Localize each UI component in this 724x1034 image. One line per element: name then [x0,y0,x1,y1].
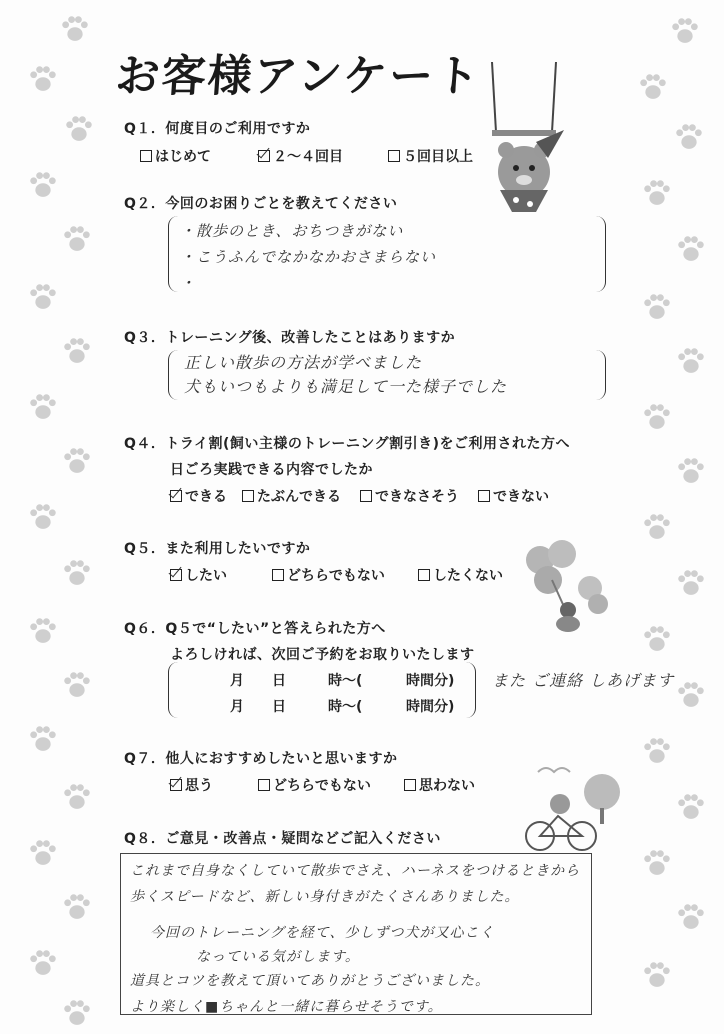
paw-print-icon [674,790,708,824]
checkbox-icon [404,779,416,791]
q8-comment-line-2: 歩くスピードなど、新しい身付きがたくさんありました。 [130,889,520,905]
paw-print-icon [640,400,674,434]
bicycle-bear-illustration [520,764,624,854]
paw-print-icon [58,12,92,46]
q1-option-2-4[interactable]: ２～４回目 [258,146,343,166]
question-1-label: Q１．何度目のご利用ですか [124,121,311,137]
q5-option-neutral[interactable]: どちらでもない [272,565,385,585]
q6-handwritten-note: また ご連絡 しあげます [492,671,675,690]
question-2-label: Q２．今回のお困りごとを教えてください [124,196,398,212]
q4-option-can[interactable]: できる [170,486,227,506]
q8-comment-line-1: これまで自身なくしていて散歩でさえ、ハーネスをつけるときから [130,863,581,879]
question-7-label: Q７．他人におすすめしたいと思いますか [124,751,398,767]
reservation-row-1-hours: 時間分) [406,673,455,689]
q3-answer-line-2: 犬もいつもよりも満足して一た様子でした [184,377,508,396]
question-6-label: Q６．Q５で“したい”と答えられた方へ [124,621,386,637]
question-6-sublabel: よろしければ、次回ご予約をお取りいたします [170,647,475,663]
checkbox-icon [478,490,490,502]
reservation-row-1-month: 月 [230,673,244,689]
q4-option-cannot[interactable]: できない [478,486,549,506]
question-4-label: Q４．トライ割(飼い主様のトレーニング割引き)をご利用された方へ [124,436,570,452]
q4-option-unlikely[interactable]: できなさそう [360,486,459,506]
q4-option-maybe[interactable]: たぶんできる [242,486,341,506]
paw-print-icon [640,510,674,544]
reservation-row-1-day: 日 [272,673,286,689]
paw-print-icon [640,176,674,210]
q8-comment-line-5: 道具とコツを教えて頂いてありがとうございました。 [130,973,490,989]
q1-option-first[interactable]: はじめて [140,146,211,166]
paw-print-icon [60,556,94,590]
paw-print-icon [640,734,674,768]
paw-print-icon [26,946,60,980]
paw-print-icon [26,836,60,870]
checked-checkbox-icon [170,490,182,502]
q8-comment-line-3: 今回のトレーニングを経て、少しずつ犬が又心こく [150,925,495,941]
paw-print-icon [636,70,670,104]
page-title: お客様アンケート [113,51,483,102]
checkbox-icon [242,490,254,502]
paw-print-icon [26,280,60,314]
reservation-row-2-hours: 時間分) [406,699,455,715]
paw-print-icon [26,614,60,648]
q1-option-5plus[interactable]: ５回目以上 [388,146,473,166]
q2-answer-line-3: ・ [180,274,197,292]
q8-comment-line-6: より楽しく■ちゃんと一緒に暮らせそうです。 [130,999,443,1015]
checkbox-icon [418,569,430,581]
checkbox-icon [360,490,372,502]
paw-print-icon [640,846,674,880]
question-5-label: Q５．また利用したいですか [124,541,311,557]
paw-print-icon [60,444,94,478]
paw-print-icon [668,14,702,48]
paw-print-icon [60,890,94,924]
paw-print-icon [674,344,708,378]
paw-print-icon [26,62,60,96]
reservation-row-2-time: 時～( [328,699,363,715]
reservation-row-2-month: 月 [230,699,244,715]
paw-print-icon [60,996,94,1030]
checkbox-icon [258,779,270,791]
checkbox-icon [388,150,400,162]
checkbox-icon [140,150,152,162]
paw-print-icon [674,678,708,712]
reservation-row-1-time: 時～( [328,673,363,689]
reservation-row-2-day: 日 [272,699,286,715]
checked-checkbox-icon [258,150,270,162]
paw-print-icon [674,566,708,600]
paw-print-icon [640,958,674,992]
paw-print-icon [640,290,674,324]
paw-print-icon [26,500,60,534]
paw-print-icon [60,668,94,702]
question-8-label: Q８．ご意見・改善点・疑問などご記入ください [124,831,441,847]
paw-print-icon [60,780,94,814]
q5-option-no[interactable]: したくない [418,565,503,585]
paw-print-icon [672,120,706,154]
checked-checkbox-icon [170,569,182,581]
paw-print-icon [26,168,60,202]
q2-answer-line-2: ・こうふんでなかなかおさまらない [180,248,437,266]
paw-print-icon [60,222,94,256]
q7-option-yes[interactable]: 思う [170,775,213,795]
question-3-label: Q３．トレーニング後、改善したことはありますか [124,330,456,346]
paw-print-icon [674,900,708,934]
q2-answer-line-1: ・散歩のとき、おちつきがない [180,222,404,240]
paw-print-icon [26,390,60,424]
paw-print-icon [62,112,96,146]
bear-on-swing-illustration [486,62,570,222]
clover-bear-illustration [518,540,610,636]
question-4-sublabel: 日ごろ実践できる内容でしたか [170,462,373,478]
q8-comment-line-4: なっている気がします。 [196,949,360,965]
checkbox-icon [272,569,284,581]
q7-option-no[interactable]: 思わない [404,775,475,795]
paw-print-icon [60,334,94,368]
q5-option-yes[interactable]: したい [170,565,227,585]
paw-print-icon [674,454,708,488]
paw-print-icon [640,622,674,656]
q3-answer-line-1: 正しい散歩の方法が学べました [184,353,423,372]
checked-checkbox-icon [170,779,182,791]
q7-option-neutral[interactable]: どちらでもない [258,775,371,795]
paw-print-icon [674,232,708,266]
paw-print-icon [26,722,60,756]
